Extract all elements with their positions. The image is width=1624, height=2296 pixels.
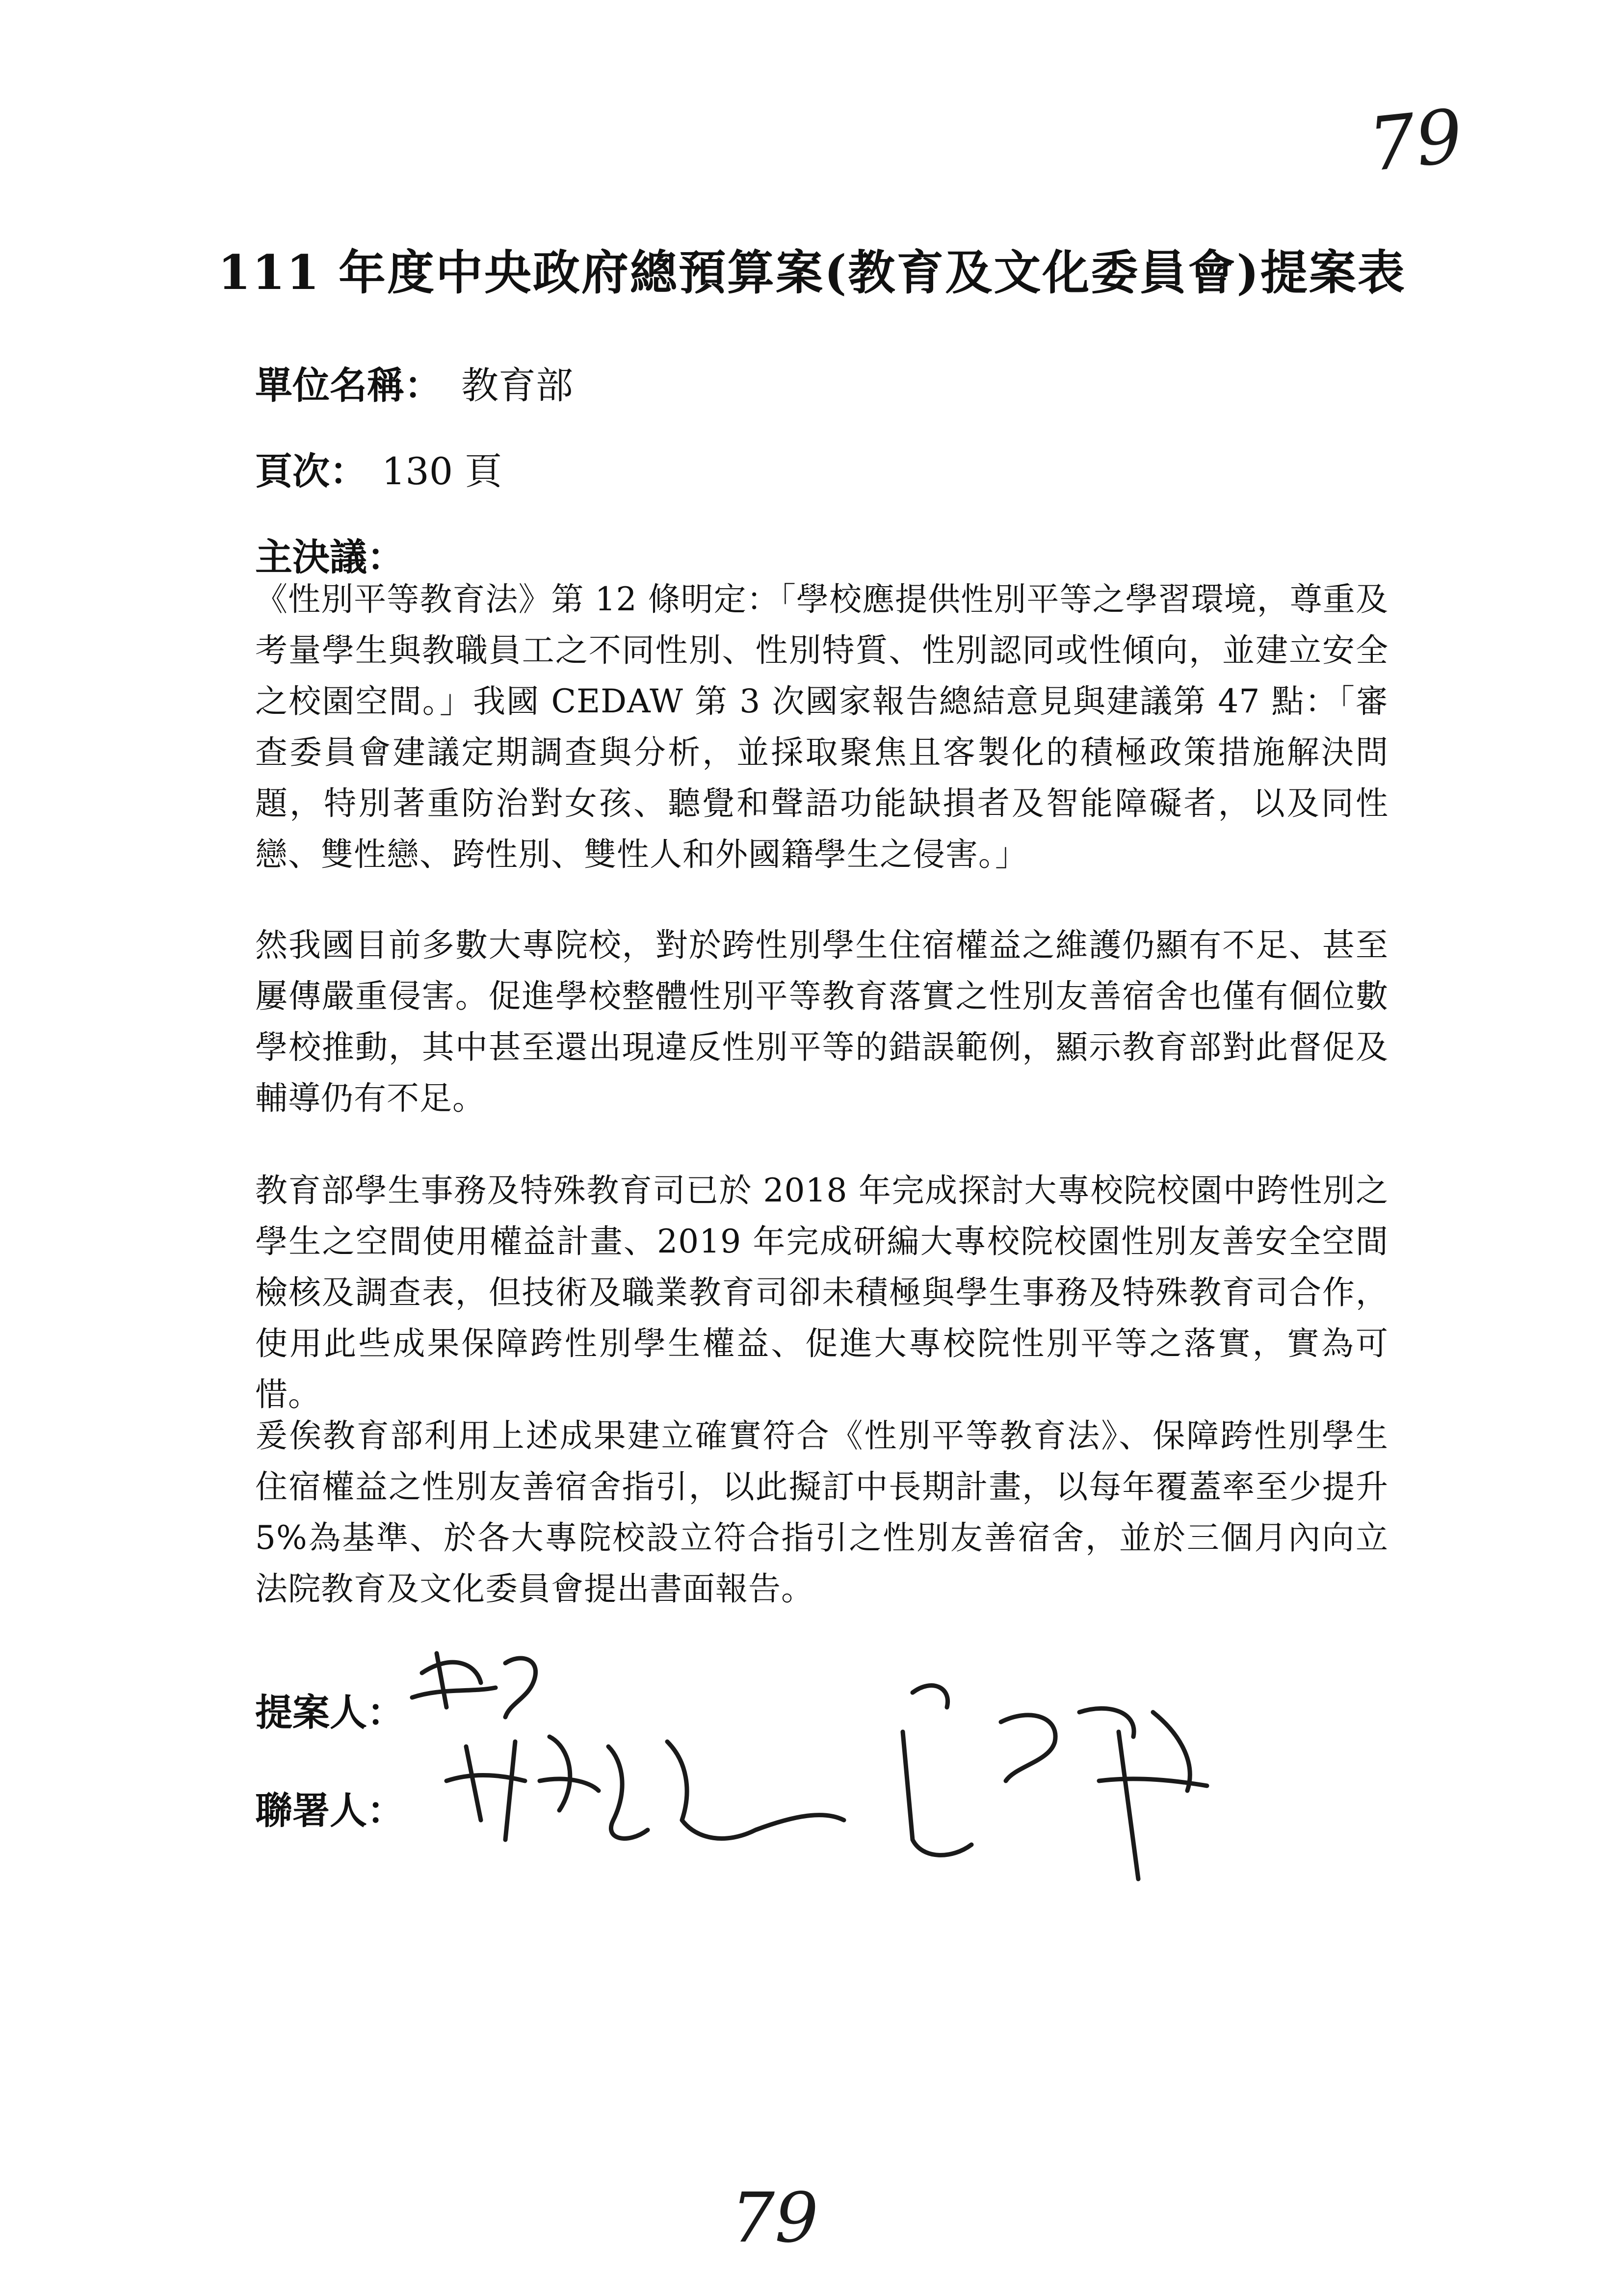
unit-value: 教育部 xyxy=(461,364,573,407)
paragraph-4: 爰俟教育部利用上述成果建立確實符合《性別平等教育法》、保障跨性別學生住宿權益之性別友善宿舍指引，以此擬訂中長期計畫，以每年覆蓋率至少提升 5%為基準、於各大專院校設立符合指引之性別友善宿舍，並於三個月內向立法院教育及文化委員會提出書面報告。 xyxy=(255,1417,1388,1608)
signature-1-strokes xyxy=(412,1653,536,1717)
proposer-label: 提案人： xyxy=(255,1691,404,1734)
signature-3-strokes xyxy=(903,1686,1207,1879)
unit-field xyxy=(255,356,573,409)
unit-label: 單位名稱： xyxy=(255,364,442,407)
page-value: 130 頁 xyxy=(382,449,502,493)
paragraph-3: 教育部學生事務及特殊教育司已於 2018 年完成探討大專校院校園中跨性別之學生之空間使用權益計畫、2019 年完成研編大專校院校園性別友善安全空間檢核及調查表，但技術及職業教育司卻未積極與學生事務及特殊教育司合作，使用此些成果保障跨性別學生權益、促進大專校院性別平等之落實，實為可惜。 xyxy=(255,1172,1388,1413)
main-resolution-field xyxy=(255,527,404,581)
handwritten-page-number-top: 79 xyxy=(1364,93,1467,188)
signature-2-strokes xyxy=(446,1737,844,1840)
handwritten-signatures xyxy=(393,1634,1325,1908)
main-resolution-label: 主決議： xyxy=(255,535,404,579)
cosigner-label: 聯署人： xyxy=(255,1789,404,1832)
handwritten-page-number-bottom: 79 xyxy=(731,2178,819,2258)
paragraph-1: 《性別平等教育法》第 12 條明定：「學校應提供性別平等之學習環境，尊重及考量學生與教職員工之不同性別、性別特質、性別認同或性傾向，並建立安全之校園空間。」我國 CEDAW 第 3 次國家報告總結意見與建議第 47 點：「審查委員會建議定期調查與分析，並採取聚焦且客製化的積極政策措施解決問題，特別著重防治對女孩、聽覺和聲語功能缺損者及智能障礙者，以及同性戀、雙性戀、跨性別、雙性人和外國籍學生之侵害。」 xyxy=(255,580,1388,873)
page-field xyxy=(255,442,502,495)
page-label: 頁次： xyxy=(255,449,367,493)
document-title: 111 年度中央政府總預算案(教育及文化委員會)提案表 xyxy=(218,245,1406,300)
paragraph-2: 然我國目前多數大專院校，對於跨性別學生住宿權益之維護仍顯有不足、甚至屢傳嚴重侵害。促進學校整體性別平等教育落實之性別友善宿舍也僅有個位數學校推動，其中甚至還出現違反性別平等的錯誤範例，顯示教育部對此督促及輔導仍有不足。 xyxy=(255,926,1388,1117)
